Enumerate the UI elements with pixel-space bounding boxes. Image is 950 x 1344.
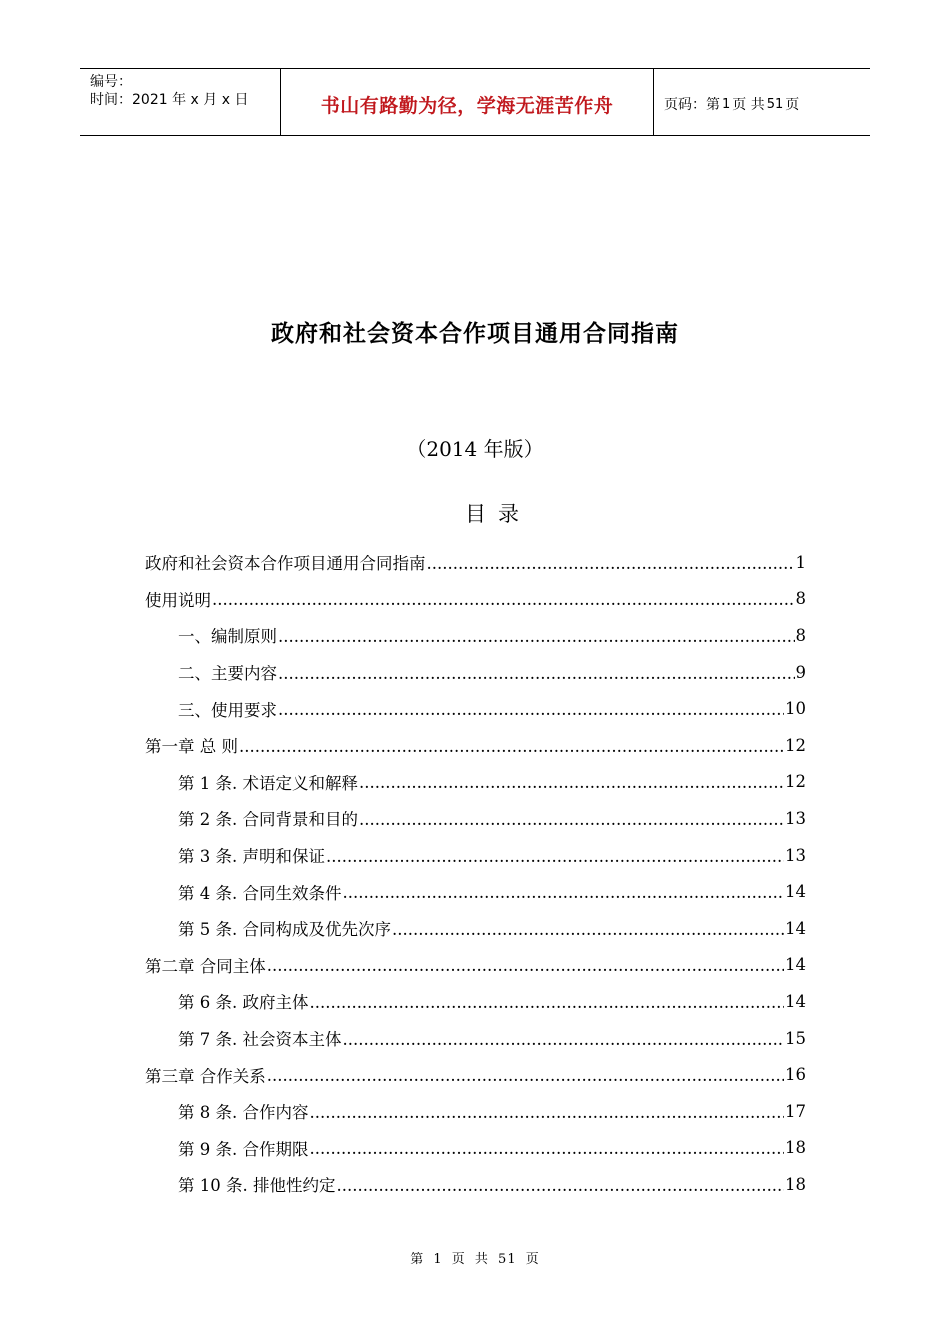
toc-entry-label: 第一章 总 则 xyxy=(145,737,238,757)
document-date: 时间：2021 年 x 月 x 日 xyxy=(90,92,249,108)
toc-leader-dots xyxy=(392,920,784,939)
toc-entry[interactable] xyxy=(145,947,806,984)
toc-entry-label: 一、编制原则 xyxy=(178,627,277,647)
toc-leader-dots xyxy=(278,700,784,719)
toc-leader-dots xyxy=(212,590,795,609)
table-of-contents xyxy=(145,544,806,1203)
toc-entry-page: 8 xyxy=(795,589,806,609)
toc-entry[interactable] xyxy=(145,617,806,654)
toc-entry-page: 17 xyxy=(785,1101,806,1121)
toc-leader-dots xyxy=(342,1030,784,1049)
toc-entry[interactable] xyxy=(145,581,806,618)
toc-entry-page: 13 xyxy=(785,808,806,828)
toc-entry-page: 10 xyxy=(785,699,806,719)
toc-entry[interactable] xyxy=(145,910,806,947)
toc-entry-page: 18 xyxy=(785,1138,806,1158)
toc-leader-dots xyxy=(239,737,784,756)
toc-leader-dots xyxy=(427,554,795,573)
toc-entry-page: 8 xyxy=(795,625,806,645)
page-header xyxy=(80,68,870,136)
header-page-total: 51 xyxy=(766,96,784,112)
toc-entry[interactable] xyxy=(145,764,806,801)
toc-entry[interactable] xyxy=(145,873,806,910)
toc-entry[interactable] xyxy=(145,983,806,1020)
toc-entry-label: 第 6 条. 政府主体 xyxy=(178,993,309,1013)
toc-leader-dots xyxy=(278,664,795,683)
document-number-label: 编号： xyxy=(90,74,132,90)
header-motto-cell xyxy=(281,69,654,135)
toc-entry-page: 9 xyxy=(795,662,806,682)
toc-entry[interactable] xyxy=(145,800,806,837)
toc-entry-label: 第 9 条. 合作期限 xyxy=(178,1139,309,1159)
toc-entry-page: 1 xyxy=(795,552,806,572)
header-page-prefix: 页码：第 xyxy=(664,97,720,113)
toc-entry-page: 15 xyxy=(785,1028,806,1048)
toc-heading: 目录 xyxy=(465,502,531,526)
toc-leader-dots xyxy=(359,773,784,792)
toc-leader-dots xyxy=(326,847,784,866)
toc-entry-label: 政府和社会资本合作项目通用合同指南 xyxy=(145,554,426,574)
toc-entry-page: 14 xyxy=(785,918,806,938)
toc-leader-dots xyxy=(342,883,784,902)
toc-entry-page: 12 xyxy=(785,772,806,792)
toc-entry[interactable] xyxy=(145,1093,806,1130)
toc-entry-label: 第 7 条. 社会资本主体 xyxy=(178,1030,342,1050)
toc-entry-label: 第 1 条. 术语定义和解释 xyxy=(178,773,358,793)
toc-entry[interactable] xyxy=(145,837,806,874)
toc-entry[interactable] xyxy=(145,654,806,691)
toc-leader-dots xyxy=(309,1139,784,1158)
header-motto: 书山有路勤为径，学海无涯苦作舟 xyxy=(320,94,614,117)
toc-entry-label: 使用说明 xyxy=(145,590,211,610)
toc-entry[interactable] xyxy=(145,1166,806,1203)
toc-entry-label: 二、主要内容 xyxy=(178,664,277,684)
toc-entry[interactable] xyxy=(145,1056,806,1093)
document-title: 政府和社会资本合作项目通用合同指南 xyxy=(271,321,679,347)
toc-entry-label: 第 10 条. 排他性约定 xyxy=(178,1176,336,1196)
toc-entry-page: 12 xyxy=(785,735,806,755)
toc-entry-label: 第 5 条. 合同构成及优先次序 xyxy=(178,920,391,940)
toc-leader-dots xyxy=(359,810,784,829)
header-page-mid: 页 共 xyxy=(732,97,765,113)
toc-leader-dots xyxy=(309,993,784,1012)
header-meta xyxy=(80,69,281,135)
toc-entry-page: 18 xyxy=(785,1174,806,1194)
toc-entry-label: 三、使用要求 xyxy=(178,700,277,720)
toc-entry-page: 14 xyxy=(785,991,806,1011)
toc-leader-dots xyxy=(309,1103,784,1122)
toc-entry-label: 第 3 条. 声明和保证 xyxy=(178,847,325,867)
toc-entry-page: 14 xyxy=(785,955,806,975)
toc-entry[interactable] xyxy=(145,690,806,727)
toc-entry-label: 第 8 条. 合作内容 xyxy=(178,1103,309,1123)
toc-leader-dots xyxy=(336,1176,784,1195)
toc-entry[interactable] xyxy=(145,544,806,581)
header-page-current: 1 xyxy=(722,96,731,112)
toc-entry[interactable] xyxy=(145,1130,806,1167)
toc-entry-label: 第二章 合同主体 xyxy=(145,956,266,976)
header-page-suffix: 页 xyxy=(785,97,800,113)
toc-entry-page: 13 xyxy=(785,845,806,865)
toc-entry-label: 第三章 合作关系 xyxy=(145,1066,266,1086)
toc-leader-dots xyxy=(278,627,795,646)
toc-entry-page: 14 xyxy=(785,882,806,902)
page-footer: 第 1 页 共 51 页 xyxy=(410,1252,540,1267)
document-edition: （2014 年版） xyxy=(406,437,544,461)
toc-leader-dots xyxy=(267,1066,784,1085)
toc-leader-dots xyxy=(267,956,784,975)
toc-entry-label: 第 4 条. 合同生效条件 xyxy=(178,883,342,903)
toc-entry[interactable] xyxy=(145,727,806,764)
toc-entry[interactable] xyxy=(145,1020,806,1057)
toc-entry-label: 第 2 条. 合同背景和目的 xyxy=(178,810,358,830)
header-page-info xyxy=(654,69,870,135)
toc-entry-page: 16 xyxy=(785,1065,806,1085)
